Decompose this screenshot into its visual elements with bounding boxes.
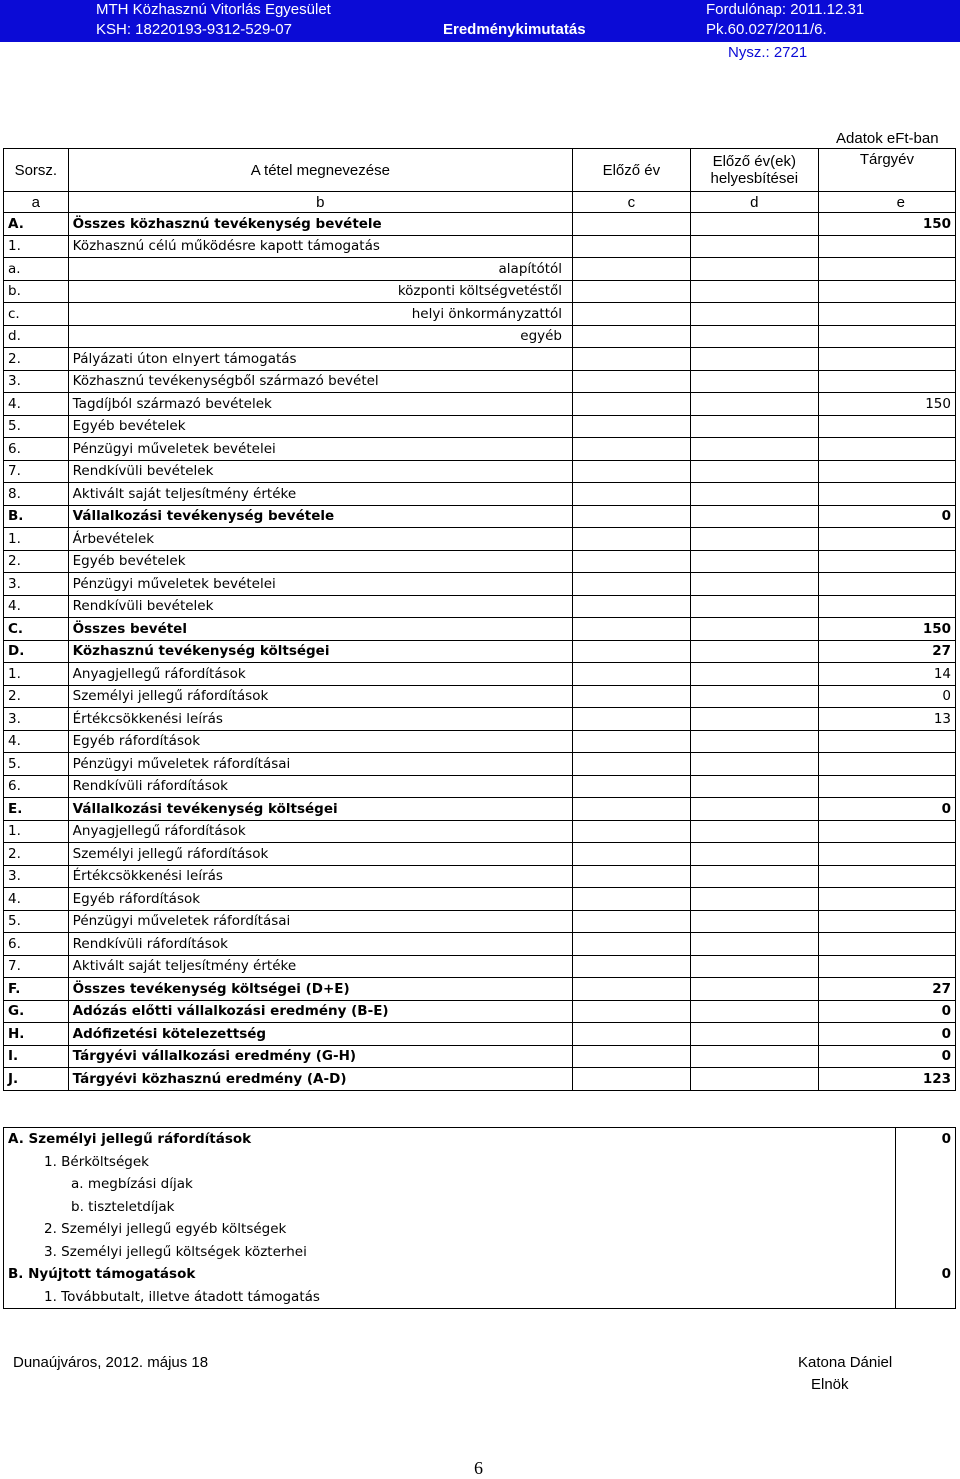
list-item [4, 1286, 956, 1309]
row-label: Rendkívüli ráfordítások [68, 933, 572, 956]
row-prev-year [573, 303, 691, 326]
row-label: Közhasznú tevékenységből származó bevétel [68, 370, 572, 393]
row-current-year: 14 [818, 663, 955, 686]
supplement-value [896, 1218, 956, 1241]
row-prev-year [573, 753, 691, 776]
row-prev-year [573, 843, 691, 866]
row-corrections [690, 910, 818, 933]
column-letters-row [4, 192, 956, 213]
org-name: MTH Közhasznú Vitorlás Egyesület [96, 1, 331, 18]
row-current-year: 0 [818, 1000, 955, 1023]
list-item [4, 1151, 956, 1174]
col-name: A tétel megnevezése [68, 149, 572, 192]
supplement-value [896, 1151, 956, 1174]
supplement-label: a. megbízási díjak [4, 1173, 896, 1196]
row-corrections [690, 303, 818, 326]
supplement-value [896, 1196, 956, 1219]
row-corrections [690, 370, 818, 393]
table-row [4, 978, 956, 1001]
fordulonap: Fordulónap: 2011.12.31 [706, 1, 865, 18]
row-current-year [818, 370, 955, 393]
row-label: Összes közhasznú tevékenység bevétele [68, 213, 572, 236]
row-number: D. [4, 640, 69, 663]
col-corrections-line1: Előző év(ek) [712, 153, 796, 170]
supplement-label: A. Személyi jellegű ráfordítások [4, 1128, 896, 1151]
row-number: 6. [4, 775, 69, 798]
row-prev-year [573, 595, 691, 618]
list-item [4, 1263, 956, 1286]
row-prev-year [573, 280, 691, 303]
row-label: Rendkívüli bevételek [68, 595, 572, 618]
row-prev-year [573, 910, 691, 933]
row-current-year [818, 955, 955, 978]
table-row [4, 685, 956, 708]
ksh-number: KSH: 18220193-9312-529-07 [96, 21, 292, 38]
row-corrections [690, 888, 818, 911]
table-row [4, 370, 956, 393]
row-prev-year [573, 550, 691, 573]
row-corrections [690, 1000, 818, 1023]
row-prev-year [573, 325, 691, 348]
row-label: Vállalkozási tevékenység bevétele [68, 505, 572, 528]
row-prev-year [573, 933, 691, 956]
row-prev-year [573, 505, 691, 528]
row-current-year [818, 258, 955, 281]
supplement-value [896, 1241, 956, 1264]
row-label: Vállalkozási tevékenység költségei [68, 798, 572, 821]
row-number: 2. [4, 550, 69, 573]
court-number: Pk.60.027/2011/6. [706, 21, 827, 38]
row-corrections [690, 438, 818, 461]
table-row [4, 280, 956, 303]
table-row [4, 843, 956, 866]
row-current-year: 0 [818, 1045, 955, 1068]
table-row [4, 1045, 956, 1068]
list-item [4, 1128, 956, 1151]
footer-signer-name: Katona Dániel [798, 1354, 893, 1371]
supplement-value: 0 [896, 1128, 956, 1151]
letter-a: a [4, 192, 69, 213]
supplement-value [896, 1173, 956, 1196]
row-number: 3. [4, 573, 69, 596]
row-number: 5. [4, 415, 69, 438]
table-row [4, 505, 956, 528]
table-row [4, 640, 956, 663]
row-label: Árbevételek [68, 528, 572, 551]
table-row [4, 550, 956, 573]
row-prev-year [573, 1023, 691, 1046]
row-corrections [690, 978, 818, 1001]
row-corrections [690, 348, 818, 371]
row-current-year [818, 303, 955, 326]
row-corrections [690, 325, 818, 348]
table-row [4, 460, 956, 483]
row-current-year: 0 [818, 1023, 955, 1046]
row-corrections [690, 663, 818, 686]
row-prev-year [573, 1000, 691, 1023]
row-corrections [690, 258, 818, 281]
row-number: 6. [4, 933, 69, 956]
row-prev-year [573, 978, 691, 1001]
row-number: 2. [4, 685, 69, 708]
row-number: 3. [4, 708, 69, 731]
row-number: 7. [4, 955, 69, 978]
row-current-year: 27 [818, 640, 955, 663]
footer-place-date: Dunaújváros, 2012. május 18 [13, 1354, 209, 1371]
row-number: 4. [4, 730, 69, 753]
row-prev-year [573, 483, 691, 506]
row-corrections [690, 1023, 818, 1046]
row-corrections [690, 685, 818, 708]
row-label: Pénzügyi műveletek ráfordításai [68, 753, 572, 776]
row-number: 8. [4, 483, 69, 506]
row-number: 4. [4, 595, 69, 618]
col-prev: Előző év [573, 149, 691, 192]
table-row [4, 483, 956, 506]
table-row [4, 438, 956, 461]
table-row [4, 753, 956, 776]
row-label: Adózás előtti vállalkozási eredmény (B-E) [68, 1000, 572, 1023]
row-corrections [690, 1068, 818, 1091]
row-corrections [690, 933, 818, 956]
supplement-label: 1. Bérköltségek [4, 1151, 896, 1174]
row-current-year: 123 [818, 1068, 955, 1091]
row-prev-year [573, 370, 691, 393]
row-prev-year [573, 1045, 691, 1068]
row-prev-year [573, 888, 691, 911]
row-current-year [818, 775, 955, 798]
row-corrections [690, 528, 818, 551]
list-item [4, 1218, 956, 1241]
row-label: Egyéb bevételek [68, 415, 572, 438]
row-label: Tagdíjból származó bevételek [68, 393, 572, 416]
row-prev-year [573, 438, 691, 461]
row-prev-year [573, 640, 691, 663]
table-row [4, 955, 956, 978]
row-label: Közhasznú célú működésre kapott támogatás [68, 235, 572, 258]
supplementary-table [3, 1127, 956, 1309]
row-number: d. [4, 325, 69, 348]
row-corrections [690, 730, 818, 753]
row-number: 6. [4, 438, 69, 461]
row-current-year: 0 [818, 798, 955, 821]
row-current-year [818, 573, 955, 596]
table-row [4, 663, 956, 686]
row-number: H. [4, 1023, 69, 1046]
row-prev-year [573, 798, 691, 821]
table-row [4, 820, 956, 843]
list-item [4, 1173, 956, 1196]
footer-signer-title: Elnök [811, 1376, 849, 1393]
table-row [4, 618, 956, 641]
col-corrections [690, 149, 818, 192]
row-current-year [818, 820, 955, 843]
row-corrections [690, 595, 818, 618]
row-current-year [818, 865, 955, 888]
row-current-year [818, 730, 955, 753]
row-label: helyi önkormányzattól [68, 303, 572, 326]
table-row [4, 708, 956, 731]
col-curr: Tárgyév [818, 149, 955, 192]
row-current-year [818, 280, 955, 303]
row-label: Tárgyévi közhasznú eredmény (A-D) [68, 1068, 572, 1091]
supplement-value: 0 [896, 1263, 956, 1286]
row-number: G. [4, 1000, 69, 1023]
row-prev-year [573, 820, 691, 843]
row-label: Rendkívüli bevételek [68, 460, 572, 483]
row-label: Pénzügyi műveletek bevételei [68, 573, 572, 596]
row-number: c. [4, 303, 69, 326]
table-row [4, 348, 956, 371]
table-row [4, 1068, 956, 1091]
table-row [4, 235, 956, 258]
row-label: Anyagjellegű ráfordítások [68, 663, 572, 686]
row-number: J. [4, 1068, 69, 1091]
table-row [4, 798, 956, 821]
row-number: 1. [4, 820, 69, 843]
row-corrections [690, 280, 818, 303]
row-label: központi költségvetéstől [68, 280, 572, 303]
letter-e: e [818, 192, 955, 213]
row-prev-year [573, 730, 691, 753]
row-number: 5. [4, 910, 69, 933]
row-current-year: 13 [818, 708, 955, 731]
row-number: E. [4, 798, 69, 821]
row-corrections [690, 798, 818, 821]
supplement-value [896, 1286, 956, 1309]
row-prev-year [573, 708, 691, 731]
row-current-year: 150 [818, 618, 955, 641]
row-corrections [690, 618, 818, 641]
registry-number: Nysz.: 2721 [728, 44, 808, 61]
row-current-year [818, 933, 955, 956]
page-header [0, 0, 960, 42]
row-label: alapítótól [68, 258, 572, 281]
row-number: B. [4, 505, 69, 528]
row-corrections [690, 505, 818, 528]
row-number: A. [4, 213, 69, 236]
row-number: 1. [4, 235, 69, 258]
row-label: Egyéb ráfordítások [68, 730, 572, 753]
row-current-year [818, 528, 955, 551]
row-prev-year [573, 618, 691, 641]
table-row [4, 933, 956, 956]
table-row [4, 865, 956, 888]
row-current-year [818, 438, 955, 461]
row-label: Tárgyévi vállalkozási eredmény (G-H) [68, 1045, 572, 1068]
row-label: Értékcsökkenési leírás [68, 865, 572, 888]
row-number: 7. [4, 460, 69, 483]
row-label: Rendkívüli ráfordítások [68, 775, 572, 798]
table-row [4, 888, 956, 911]
table-row [4, 1023, 956, 1046]
row-corrections [690, 213, 818, 236]
row-current-year [818, 348, 955, 371]
row-current-year [818, 415, 955, 438]
table-row [4, 528, 956, 551]
row-label: Pénzügyi műveletek bevételei [68, 438, 572, 461]
row-corrections [690, 550, 818, 573]
letter-d: d [690, 192, 818, 213]
row-label: Egyéb bevételek [68, 550, 572, 573]
page-number: 6 [474, 1458, 483, 1478]
row-number: 3. [4, 865, 69, 888]
list-item [4, 1196, 956, 1219]
row-current-year [818, 235, 955, 258]
row-current-year [818, 483, 955, 506]
row-prev-year [573, 213, 691, 236]
document-title: Eredménykimutatás [443, 21, 586, 38]
row-corrections [690, 865, 818, 888]
letter-c: c [573, 192, 691, 213]
row-corrections [690, 775, 818, 798]
row-label: Személyi jellegű ráfordítások [68, 685, 572, 708]
row-number: 4. [4, 888, 69, 911]
row-corrections [690, 415, 818, 438]
row-label: Aktivált saját teljesítmény értéke [68, 955, 572, 978]
row-current-year [818, 325, 955, 348]
row-current-year: 0 [818, 505, 955, 528]
row-label: Személyi jellegű ráfordítások [68, 843, 572, 866]
row-corrections [690, 483, 818, 506]
row-prev-year [573, 955, 691, 978]
row-current-year [818, 753, 955, 776]
table-row [4, 303, 956, 326]
row-prev-year [573, 865, 691, 888]
table-header-row [4, 149, 956, 192]
supplement-label: B. Nyújtott támogatások [4, 1263, 896, 1286]
row-corrections [690, 235, 818, 258]
row-corrections [690, 955, 818, 978]
supplement-label: 1. Továbbutalt, illetve átadott támogatás [4, 1286, 896, 1309]
row-number: F. [4, 978, 69, 1001]
table-row [4, 595, 956, 618]
row-corrections [690, 640, 818, 663]
row-prev-year [573, 573, 691, 596]
table-row [4, 258, 956, 281]
row-label: Aktivált saját teljesítmény értéke [68, 483, 572, 506]
row-label: egyéb [68, 325, 572, 348]
income-statement-table [3, 148, 956, 1091]
row-current-year [818, 550, 955, 573]
row-prev-year [573, 685, 691, 708]
row-prev-year [573, 415, 691, 438]
row-corrections [690, 1045, 818, 1068]
row-label: Adófizetési kötelezettség [68, 1023, 572, 1046]
row-current-year: 27 [818, 978, 955, 1001]
row-prev-year [573, 235, 691, 258]
row-label: Pénzügyi műveletek ráfordításai [68, 910, 572, 933]
row-current-year [818, 910, 955, 933]
row-corrections [690, 753, 818, 776]
row-label: Összes bevétel [68, 618, 572, 641]
units-note: Adatok eFt-ban [836, 130, 939, 147]
row-number: 5. [4, 753, 69, 776]
row-current-year [818, 460, 955, 483]
row-label: Pályázati úton elnyert támogatás [68, 348, 572, 371]
row-label: Egyéb ráfordítások [68, 888, 572, 911]
row-current-year: 0 [818, 685, 955, 708]
table-row [4, 775, 956, 798]
row-prev-year [573, 528, 691, 551]
list-item [4, 1241, 956, 1264]
row-current-year: 150 [818, 213, 955, 236]
table-row [4, 910, 956, 933]
row-number: 2. [4, 348, 69, 371]
table-row [4, 573, 956, 596]
row-corrections [690, 460, 818, 483]
row-number: I. [4, 1045, 69, 1068]
col-sorsz: Sorsz. [4, 149, 69, 192]
col-corrections-line2: helyesbítései [710, 170, 799, 187]
row-prev-year [573, 258, 691, 281]
row-current-year: 150 [818, 393, 955, 416]
row-current-year [818, 888, 955, 911]
row-prev-year [573, 663, 691, 686]
row-number: 4. [4, 393, 69, 416]
row-prev-year [573, 460, 691, 483]
row-label: Anyagjellegű ráfordítások [68, 820, 572, 843]
row-corrections [690, 843, 818, 866]
row-number: b. [4, 280, 69, 303]
row-number: 2. [4, 843, 69, 866]
row-label: Összes tevékenység költségei (D+E) [68, 978, 572, 1001]
row-label: Értékcsökkenési leírás [68, 708, 572, 731]
supplement-label: 2. Személyi jellegű egyéb költségek [4, 1218, 896, 1241]
row-prev-year [573, 1068, 691, 1091]
row-number: 1. [4, 663, 69, 686]
row-corrections [690, 820, 818, 843]
row-number: 1. [4, 528, 69, 551]
row-label: Közhasznú tevékenység költségei [68, 640, 572, 663]
table-row [4, 1000, 956, 1023]
row-current-year [818, 595, 955, 618]
supplement-label: b. tiszteletdíjak [4, 1196, 896, 1219]
row-prev-year [573, 348, 691, 371]
row-corrections [690, 708, 818, 731]
row-prev-year [573, 775, 691, 798]
row-number: a. [4, 258, 69, 281]
row-corrections [690, 393, 818, 416]
letter-b: b [68, 192, 572, 213]
row-current-year [818, 843, 955, 866]
table-row [4, 415, 956, 438]
row-prev-year [573, 393, 691, 416]
table-row [4, 213, 956, 236]
row-number: 3. [4, 370, 69, 393]
table-row [4, 325, 956, 348]
row-corrections [690, 573, 818, 596]
table-row [4, 393, 956, 416]
row-number: C. [4, 618, 69, 641]
supplement-label: 3. Személyi jellegű költségek közterhei [4, 1241, 896, 1264]
table-row [4, 730, 956, 753]
